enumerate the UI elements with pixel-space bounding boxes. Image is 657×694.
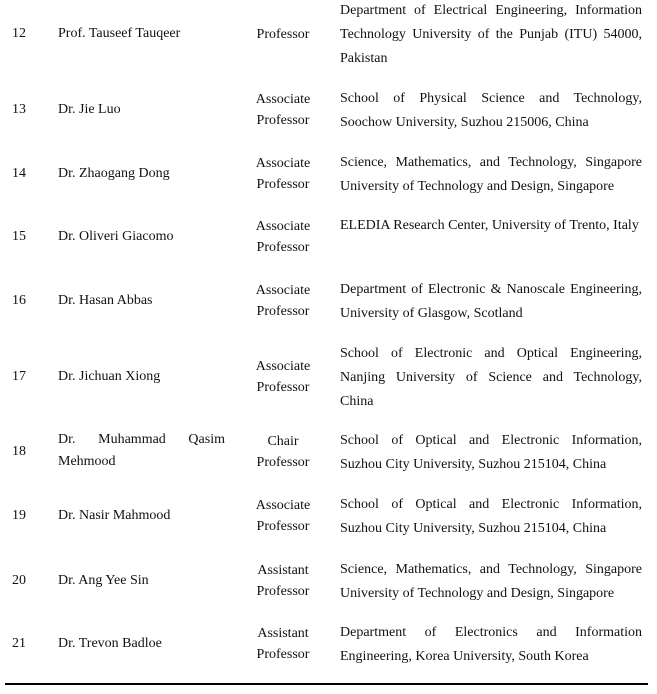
member-name: Dr. Nasir Mahmood [58,508,171,523]
member-affiliation: Department of Electrical Engineering, Information Technology University of the Punjab (ITU) 54000, Pakistan [340,3,642,66]
member-affiliation: School of Optical and Electronic Information, Suzhou City University, Suzhou 215104, China [340,497,642,536]
member-name: Prof. Tauseef Tauqeer [58,26,181,41]
row-number: 12 [12,26,26,41]
title-line: Professor [256,304,310,319]
title-line: Professor [256,380,310,395]
member-affiliation: School of Physical Science and Technology, Soochow University, Suzhou 215006, China [340,91,642,130]
member-name: Dr. Jie Luo [58,102,121,117]
member-affiliation: Department of Electronics and Information Engineering, Korea University, South Korea [340,625,642,664]
member-name: Dr. Jichuan Xiong [58,369,161,384]
title-line: Chair [267,434,299,449]
title-line: Associate [255,92,311,107]
member-name: Dr. Oliveri Giacomo [58,229,174,244]
title-line: Associate [255,156,311,171]
member-name: Dr. Muhammad Qasim Mehmood [58,432,225,469]
title-line: Associate [255,498,311,513]
title-line: Professor [256,647,310,662]
title-line: Associate [255,359,311,374]
table-row [0,620,657,668]
title-line: Professor [256,519,310,534]
row-number: 19 [12,508,26,523]
member-name: Dr. Trevon Badloe [58,636,162,651]
table-row [0,557,657,605]
member-title [244,431,322,473]
table-row [0,152,657,200]
member-name: Dr. Zhaogang Dong [58,166,170,181]
title-line: Professor [256,177,310,192]
table-row [0,215,657,263]
title-line: Professor [256,240,310,255]
member-affiliation: Science, Mathematics, and Technology, Singapore University of Technology and Design, Singapore [340,562,642,601]
table-row [0,0,657,72]
member-affiliation: School of Electronic and Optical Engineering, Nanjing University of Science and Technology, China [340,346,642,409]
row-number: 16 [12,293,26,308]
member-title [244,560,322,602]
member-title [244,216,322,258]
table-row [0,343,657,415]
title-line: Professor [256,27,310,42]
table-row [0,279,657,327]
member-title [244,24,322,45]
title-line: Associate [255,283,311,298]
title-line: Assistant [257,563,309,578]
table-row [0,494,657,542]
table-bottom-rule [5,683,648,685]
member-affiliation: Department of Electronic & Nanoscale Engineering, University of Glasgow, Scotland [340,282,642,321]
table-row [0,88,657,136]
member-affiliation: ELEDIA Research Center, University of Trento, Italy [340,218,639,233]
member-title [244,153,322,195]
member-title [244,89,322,131]
member-name: Dr. Ang Yee Sin [58,573,149,588]
member-title [244,623,322,665]
title-line: Professor [256,584,310,599]
row-number: 17 [12,369,26,384]
title-line: Assistant [257,626,309,641]
title-line: Professor [256,455,310,470]
member-affiliation: Science, Mathematics, and Technology, Singapore University of Technology and Design, Singapore [340,155,642,194]
row-number: 20 [12,573,26,588]
member-title [244,495,322,537]
row-number: 15 [12,229,26,244]
row-number: 21 [12,636,26,651]
row-number: 13 [12,102,26,117]
table-row [0,430,657,478]
title-line: Professor [256,113,310,128]
title-line: Associate [255,219,311,234]
member-affiliation: School of Optical and Electronic Information, Suzhou City University, Suzhou 215104, China [340,433,642,472]
member-title [244,280,322,322]
member-name: Dr. Hasan Abbas [58,293,153,308]
member-title [244,356,322,398]
row-number: 14 [12,166,26,181]
row-number: 18 [12,444,26,459]
